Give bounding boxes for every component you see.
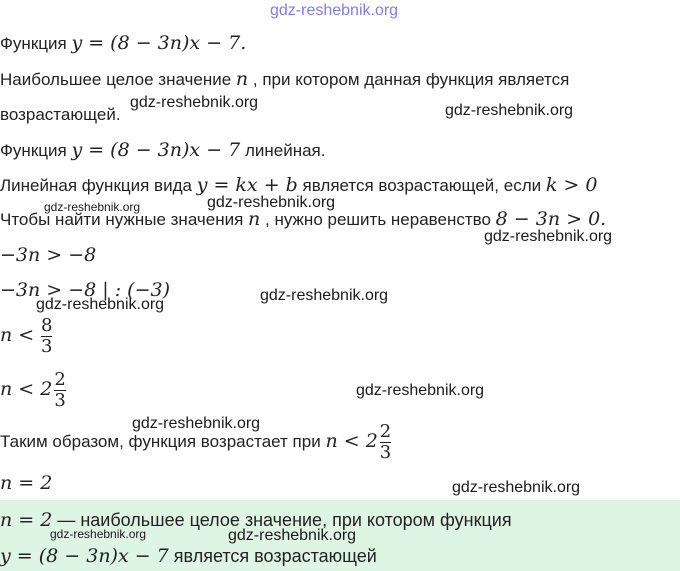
text: Таким образом, функция возрастает при	[0, 431, 321, 451]
formula: y = (8 − 3n)x − 7	[71, 139, 241, 161]
variable: n	[248, 208, 261, 230]
formula: −3n > −8	[0, 244, 97, 266]
text: возрастающей.	[0, 105, 121, 124]
text: , нужно решить неравенство	[265, 210, 491, 229]
formula: y = kx + b	[196, 174, 298, 196]
conclusion	[0, 422, 393, 463]
watermark: gdz-reshebnik.org	[270, 2, 399, 19]
watermark: gdz-reshebnik.org	[132, 415, 261, 432]
watermark: gdz-reshebnik.org	[260, 287, 389, 304]
text: , при котором данная функция является	[252, 70, 570, 89]
text: Линейная функция вида	[0, 176, 192, 195]
denominator: 3	[54, 390, 66, 411]
watermark: gdz-reshebnik.org	[207, 194, 336, 211]
fraction	[380, 422, 391, 463]
step-3	[0, 316, 54, 357]
formula: n < 2	[325, 429, 378, 452]
text: Функция	[0, 34, 67, 53]
step-4	[0, 370, 68, 411]
numerator: 8	[40, 315, 53, 336]
task-line	[0, 68, 569, 91]
linear-statement	[0, 139, 325, 162]
text: является возрастающей, если	[302, 176, 542, 195]
formula: n <	[0, 323, 35, 346]
watermark: gdz-reshebnik.org	[445, 102, 574, 119]
function-line	[0, 32, 246, 55]
formula: y = (8 − 3n)x − 7.	[71, 32, 247, 54]
numerator: 2	[54, 369, 66, 390]
watermark: gdz-reshebnik.org	[44, 200, 141, 214]
watermark: gdz-reshebnik.org	[484, 228, 613, 245]
numerator: 2	[379, 421, 392, 442]
formula: k > 0	[545, 174, 598, 196]
integer-result	[0, 472, 52, 495]
fraction	[54, 370, 65, 411]
text: Функция	[0, 141, 67, 160]
watermark: gdz-reshebnik.org	[452, 479, 581, 496]
fraction	[41, 316, 52, 357]
formula: 8 − 3n > 0.	[495, 208, 607, 230]
formula: n < 2	[0, 377, 53, 400]
denominator: 3	[379, 442, 392, 463]
step-1	[0, 244, 96, 267]
text: Чтобы найти нужные значения	[0, 210, 244, 229]
watermark: gdz-reshebnik.org	[356, 382, 485, 399]
watermark: gdz-reshebnik.org	[228, 527, 357, 544]
formula: y = (8 − 3n)x − 7	[0, 545, 169, 567]
text: Наибольшее целое значение	[0, 70, 232, 89]
formula: −3n > −8 | : (−3)	[0, 279, 171, 301]
answer-line-2	[0, 545, 377, 567]
text: линейная.	[244, 141, 326, 160]
watermark: gdz-reshebnik.org	[36, 296, 165, 313]
text: — наибольшее целое значение, при котором функция	[57, 510, 512, 530]
task-line-2	[0, 104, 121, 126]
formula: n = 2	[0, 509, 53, 531]
text: является возрастающей	[173, 546, 377, 566]
watermark: gdz-reshebnik.org	[50, 527, 147, 541]
denominator: 3	[40, 336, 53, 357]
formula: n = 2	[0, 472, 53, 494]
variable: n	[235, 68, 249, 90]
watermark: gdz-reshebnik.org	[130, 94, 259, 111]
